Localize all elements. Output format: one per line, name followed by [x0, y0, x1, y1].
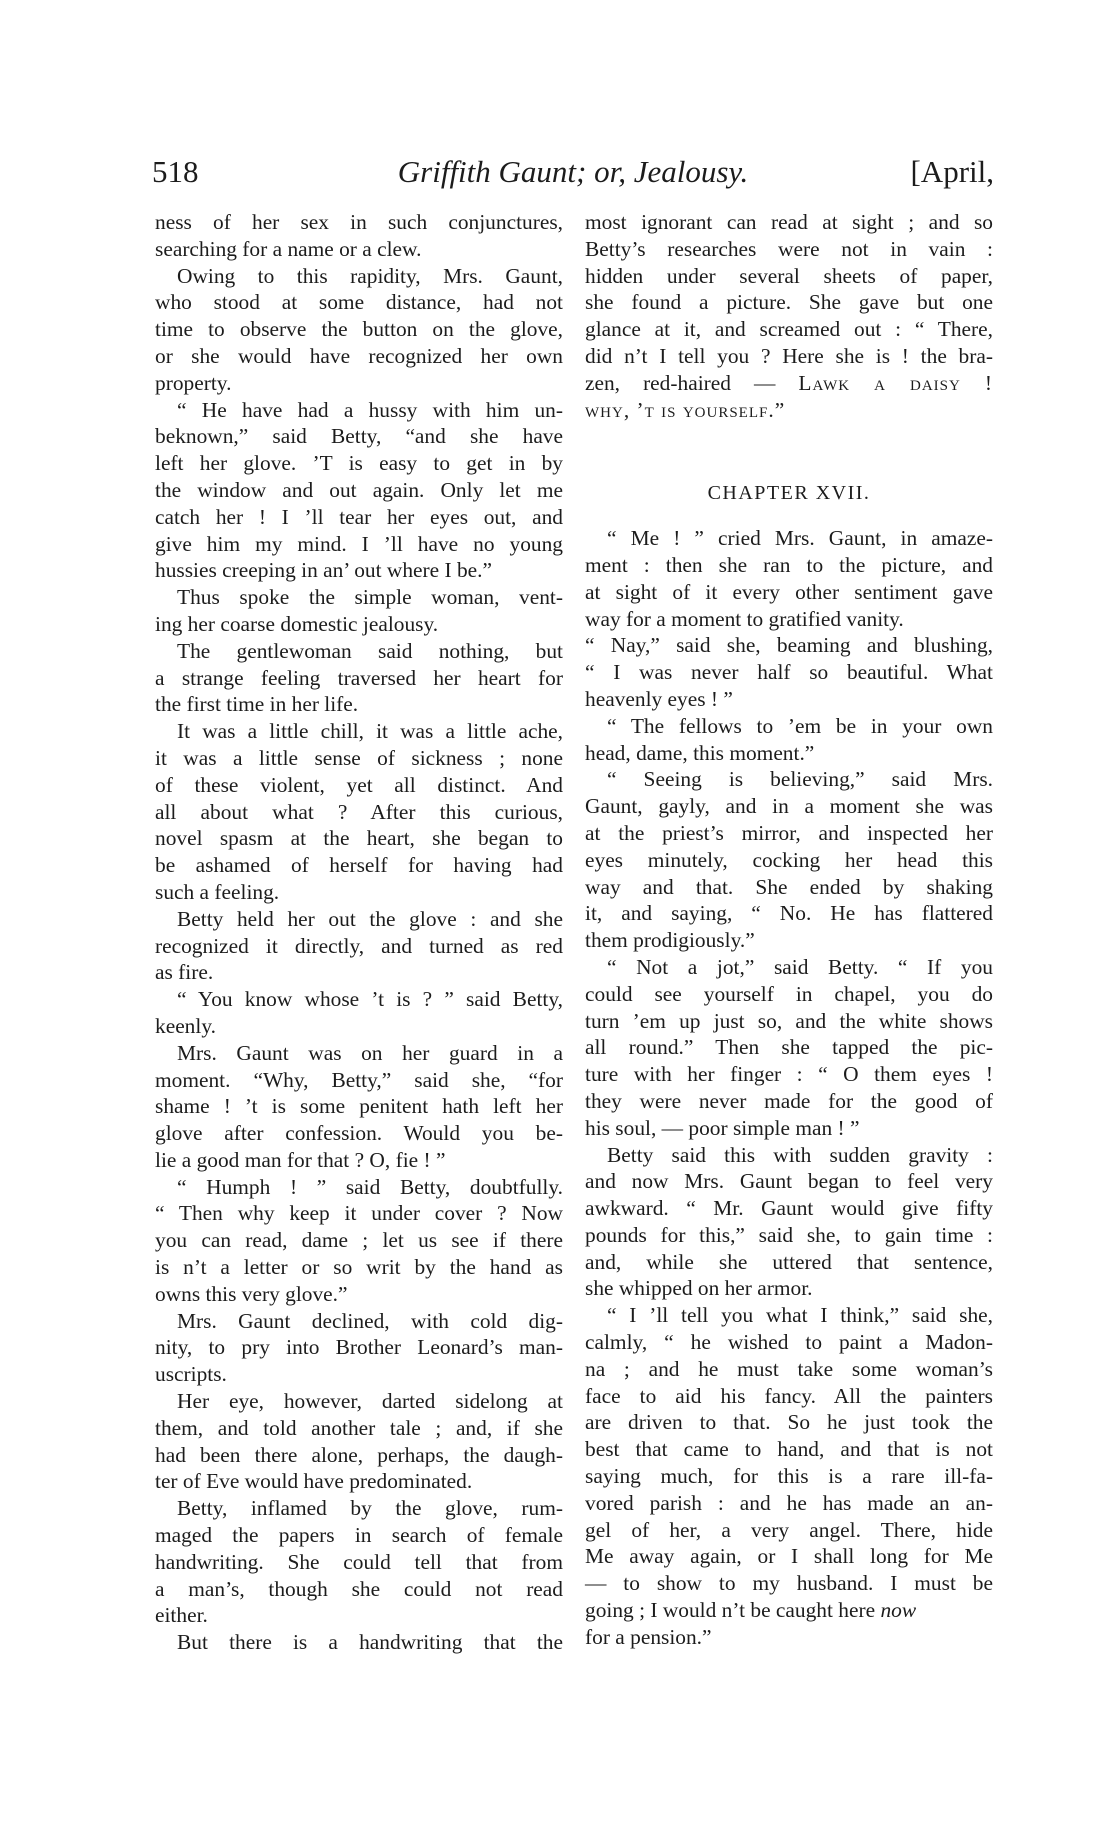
- text-line: she found a picture. She gave but one: [585, 290, 993, 315]
- text-line: as fire.: [155, 960, 214, 985]
- text-line: recognized it directly, and turned as red: [155, 933, 563, 958]
- text-line: pounds for this,” said she, to gain time :: [585, 1222, 993, 1247]
- text-line: na ; and he must take some woman’s: [585, 1356, 993, 1381]
- text-line: hidden under several sheets of paper,: [585, 263, 993, 288]
- text-line: you can read, dame ; let us see if there: [155, 1228, 563, 1253]
- exclaim-small-caps-line: why, ’t is yourself.”: [585, 397, 786, 422]
- text-line: it was a little sense of sickness ; none: [155, 745, 563, 770]
- text-line: eyes minutely, cocking her head this: [585, 847, 993, 872]
- text-line: Mrs. Gaunt declined, with cold dig-: [177, 1308, 563, 1333]
- text-line: calmly, “ he wished to paint a Madon-: [585, 1330, 993, 1355]
- text-line: who stood at some distance, had not: [155, 290, 563, 315]
- text-line: hussies creeping in an’ out where I be.”: [155, 558, 492, 583]
- text-line: But there is a handwriting that the: [177, 1630, 563, 1655]
- text-line: “ Not a jot,” said Betty. “ If you: [607, 954, 993, 979]
- text-line: face to aid his fancy. All the painters: [585, 1383, 993, 1408]
- text-line: owns this very glove.”: [155, 1281, 348, 1306]
- text-line: are driven to that. So he just took the: [585, 1410, 993, 1435]
- text-line: be ashamed of herself for having had: [155, 853, 563, 878]
- text-line: Betty said this with sudden gravity :: [607, 1142, 993, 1167]
- text-line: did n’t I tell you ? Here she is ! the bra-: [585, 343, 993, 368]
- text-line: gel of her, a very angel. There, hide: [585, 1517, 993, 1542]
- chapter-body: [585, 525, 993, 1597]
- text-line: is n’t a letter or so writ by the hand as: [155, 1255, 563, 1280]
- text-line: all about what ? After this curious,: [155, 799, 563, 824]
- exclaim-text: zen, red-haired —: [585, 370, 799, 395]
- text-line: Thus spoke the simple woman, vent-: [177, 585, 563, 610]
- text-line: “ You know whose ’t is ? ” said Betty,: [177, 987, 563, 1012]
- text-line: she whipped on her armor.: [585, 1276, 813, 1301]
- text-line: Betty held her out the glove : and she: [177, 906, 563, 931]
- text-line: “ I ’ll tell you what I think,” said she,: [607, 1303, 993, 1328]
- text-line: ture with her finger : “ O them eyes !: [585, 1062, 993, 1087]
- text-line: Her eye, however, darted sidelong at: [177, 1389, 563, 1414]
- text-line: for a pension.”: [585, 1624, 712, 1649]
- text-line: Owing to this rapidity, Mrs. Gaunt,: [177, 263, 563, 288]
- text-line: Mrs. Gaunt was on her guard in a: [177, 1040, 563, 1065]
- text-line: novel spasm at the heart, she began to: [155, 826, 563, 851]
- text-line: maged the papers in search of female: [155, 1523, 563, 1548]
- text-line: a man’s, though she could not read: [155, 1576, 563, 1601]
- text-line: moment. “Why, Betty,” said she, “for: [155, 1067, 563, 1092]
- text-line: beknown,” said Betty, “and she have: [155, 424, 563, 449]
- left-column: [155, 209, 563, 1656]
- text-line: Betty’s researches were not in vain :: [585, 236, 993, 261]
- text-line: awkward. “ Mr. Gaunt would give fifty: [585, 1196, 993, 1221]
- text-line: of these violent, yet all distinct. And: [155, 772, 563, 797]
- chapter-heading: CHAPTER XVII.: [707, 482, 871, 505]
- text-line: ment : then she ran to the picture, and: [585, 552, 993, 577]
- text-line: had been there alone, perhaps, the daugh-: [155, 1442, 563, 1467]
- page-header: [152, 148, 994, 196]
- text-line: glove after confession. Would you be-: [155, 1121, 563, 1146]
- text-line: keenly.: [155, 1013, 216, 1038]
- page-number: 518: [152, 154, 199, 189]
- text-line: searching for a name or a clew.: [155, 236, 422, 261]
- text-line: the window and out again. Only let me: [155, 477, 563, 502]
- text-line: Me away again, or I shall long for Me: [585, 1544, 993, 1569]
- text-line: uscripts.: [155, 1362, 227, 1387]
- text-line: Gaunt, gayly, and in a moment she was: [585, 794, 993, 819]
- text-line: left her glove. ’T is easy to get in by: [155, 451, 563, 476]
- text-line: “ The fellows to ’em be in your own: [607, 713, 993, 738]
- text-line: “ Me ! ” cried Mrs. Gaunt, in amaze-: [607, 526, 993, 551]
- text-line: or she would have recognized her own: [155, 343, 563, 368]
- right-column: [585, 209, 993, 1651]
- text-line: them prodigiously.”: [585, 928, 755, 953]
- text-line: ing her coarse domestic jealousy.: [155, 611, 439, 636]
- text-line: “ Seeing is believing,” said Mrs.: [607, 767, 993, 792]
- text-line: it, and saying, “ No. He has flattered: [585, 901, 993, 926]
- text-line: turn ’em up just so, and the white shows: [585, 1008, 993, 1033]
- text-line: It was a little chill, it was a little ache,: [177, 719, 563, 744]
- text-line: could see yourself in chapel, you do: [585, 981, 993, 1006]
- text-line: most ignorant can read at sight ; and so: [585, 210, 993, 234]
- text-line: they were never made for the good of: [585, 1088, 993, 1113]
- text-line: and now Mrs. Gaunt began to feel very: [585, 1169, 993, 1194]
- right-column-continuation: [585, 209, 993, 370]
- text-line: “ He have had a hussy with him un-: [177, 397, 563, 422]
- line-text: going ; I would n’t be caught here: [585, 1598, 881, 1623]
- text-line: way for a moment to gratified vanity.: [585, 606, 904, 631]
- text-line: give him my mind. I ’ll have no young: [155, 531, 563, 556]
- text-line: [585, 1597, 993, 1624]
- italic-word: now: [880, 1598, 917, 1623]
- text-line: his soul, — poor simple man ! ”: [585, 1115, 860, 1140]
- text-line: glance at it, and screamed out : “ There,: [585, 317, 993, 342]
- running-month: [April,: [910, 154, 994, 189]
- text-line: heavenly eyes ! ”: [585, 686, 733, 711]
- text-line: such a feeling.: [155, 879, 280, 904]
- text-line: and, while she uttered that sentence,: [585, 1249, 993, 1274]
- text-line: them, and told another tale ; and, if she: [155, 1415, 563, 1440]
- text-line: [585, 370, 993, 397]
- text-line: The gentlewoman said nothing, but: [177, 638, 563, 663]
- text-line: “ Then why keep it under cover ? Now: [155, 1201, 563, 1226]
- text-line: ness of her sex in such conjunctures,: [155, 210, 563, 234]
- text-line: “ Nay,” said she, beaming and blushing,: [585, 633, 993, 658]
- text-line: property.: [155, 370, 232, 395]
- text-line: the first time in her life.: [155, 692, 359, 717]
- text-line: time to observe the button on the glove,: [155, 317, 563, 342]
- text-line: saying much, for this is a rare ill-fa-: [585, 1464, 993, 1489]
- text-line: lie a good man for that ? O, fie ! ”: [155, 1147, 446, 1172]
- text-line: a strange feeling traversed her heart for: [155, 665, 563, 690]
- text-line: ter of Eve would have predominated.: [155, 1469, 473, 1494]
- text-line: head, dame, this moment.”: [585, 740, 815, 765]
- text-line: catch her ! I ’ll tear her eyes out, and: [155, 504, 563, 529]
- text-line: handwriting. She could tell that from: [155, 1549, 563, 1574]
- text-line: all round.” Then she tapped the pic-: [585, 1035, 993, 1060]
- text-line: “ Humph ! ” said Betty, doubtfully.: [177, 1174, 563, 1199]
- text-line: at the priest’s mirror, and inspected her: [585, 820, 993, 845]
- running-title: Griffith Gaunt; or, Jealousy.: [397, 154, 749, 189]
- text-line: nity, to pry into Brother Leonard’s man-: [155, 1335, 563, 1360]
- text-line: way and that. She ended by shaking: [585, 874, 993, 899]
- text-line: shame ! ’t is some penitent hath left her: [155, 1094, 563, 1119]
- text-line: — to show to my husband. I must be: [585, 1571, 993, 1596]
- text-line: “ I was never half so beautiful. What: [585, 660, 993, 685]
- text-line: either.: [155, 1603, 208, 1628]
- exclaim-small-caps: Lawk a daisy !: [798, 370, 993, 395]
- text-line: best that came to hand, and that is not: [585, 1437, 993, 1462]
- text-line: vored parish : and he has made an an-: [585, 1490, 993, 1515]
- text-line: at sight of it every other sentiment gave: [585, 579, 993, 604]
- text-line: Betty, inflamed by the glove, rum-: [177, 1496, 563, 1521]
